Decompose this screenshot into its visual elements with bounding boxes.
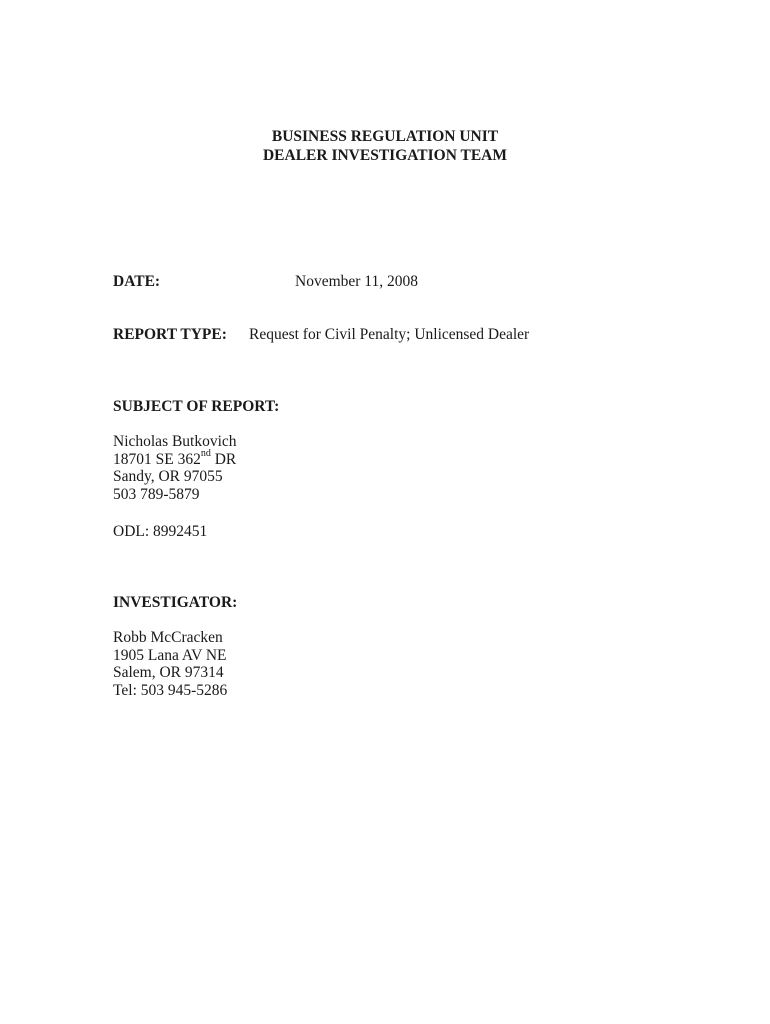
date-value: November 11, 2008 — [295, 273, 418, 290]
subject-street-type: DR — [210, 450, 237, 468]
investigator-city: Salem, OR 97314 — [113, 664, 224, 682]
date-label: DATE: — [113, 273, 161, 290]
subject-phone: 503 789-5879 — [113, 485, 200, 503]
investigator-name: Robb McCracken — [113, 629, 223, 646]
subject-city: Sandy, OR 97055 — [113, 468, 223, 486]
investigator-heading: INVESTIGATOR: — [113, 594, 238, 611]
subject-name: Nicholas Butkovich — [113, 433, 237, 450]
header-line-2: DEALER INVESTIGATION TEAM — [262, 147, 508, 164]
header-line-1: BUSINESS REGULATION UNIT — [271, 128, 499, 145]
investigator-phone: Tel: 503 945-5286 — [113, 681, 228, 699]
subject-street-number: 18701 SE 362 — [113, 450, 201, 468]
investigator-street: 1905 Lana AV NE — [113, 646, 227, 664]
subject-heading: SUBJECT OF REPORT: — [113, 398, 280, 415]
subject-address-block — [113, 433, 237, 503]
investigator-address-block — [113, 629, 227, 699]
subject-street — [113, 448, 237, 469]
subject-street-ordinal: nd — [200, 448, 211, 460]
subject-odl: ODL: 8992451 — [113, 523, 208, 540]
report-type-label: REPORT TYPE: — [113, 326, 227, 343]
report-type-value: Request for Civil Penalty; Unlicensed Dealer — [249, 326, 530, 343]
